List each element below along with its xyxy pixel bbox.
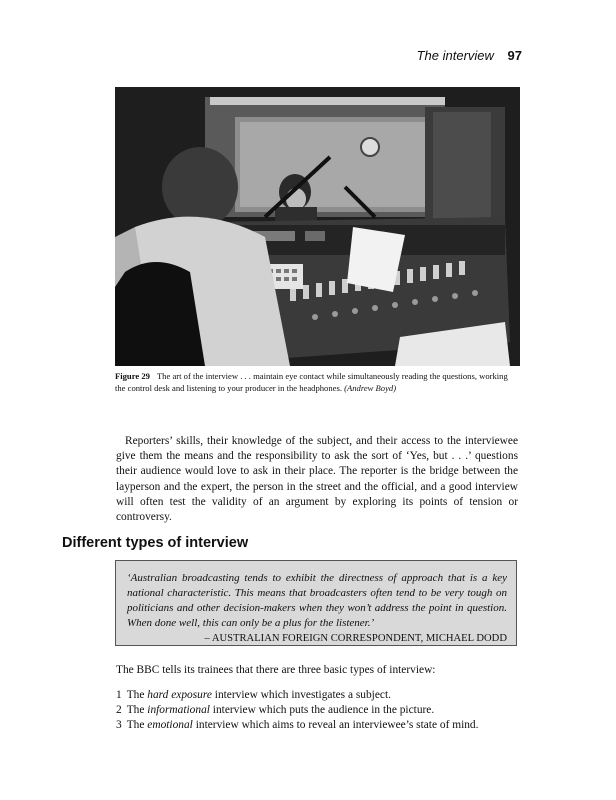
figure-label: Figure 29 — [115, 371, 150, 381]
list-item: 2 The informational interview which puts the audience in the picture. — [116, 704, 435, 716]
body-paragraph: Reporters’ skills, their knowledge of the subject, and their access to the interviewee give them the means and the responsibility to ask the sort of ‘Yes, but . . .’ questions their audience would love to ask in their place. The reporter is the bridge between the layperson and the expert, the person in the street and the official, and a good interview will often test the validity of an argument by exploring its points of tension or controversy. — [116, 435, 518, 524]
figure-photo — [115, 87, 520, 366]
running-header-title: The interview — [416, 48, 494, 63]
list-item: 3 The emotional interview which aims to reveal an interviewee’s state of mind. — [116, 719, 479, 731]
figure-caption — [115, 371, 520, 394]
running-header — [417, 48, 522, 63]
quote-box — [115, 560, 517, 646]
quote-attribution: – AUSTRALIAN FOREIGN CORRESPONDENT, MICHAEL DODD — [204, 633, 507, 644]
section-heading: Different types of interview — [62, 535, 249, 551]
quote-text: ‘Australian broadcasting tends to exhibit the directness of approach that is a key national characteristic. This means that broadcasters often tend to be very tough on politicians and other decision-makers when they won’t address the point in question. When done well, this can only be a plus for the listener.’ — [127, 572, 507, 629]
intro-sentence: The BBC tells its trainees that there are three basic types of interview: — [116, 664, 436, 676]
page-number: 97 — [507, 48, 522, 63]
figure-caption-text: The art of the interview . . . maintain eye contact while simultaneously reading the questions, working the control desk and listening to your producer in the headphones. — [115, 371, 508, 393]
interview-types-list — [116, 688, 478, 733]
list-item: 1 The hard exposure interview which investigates a subject. — [116, 689, 391, 701]
figure-credit: (Andrew Boyd) — [344, 382, 397, 393]
